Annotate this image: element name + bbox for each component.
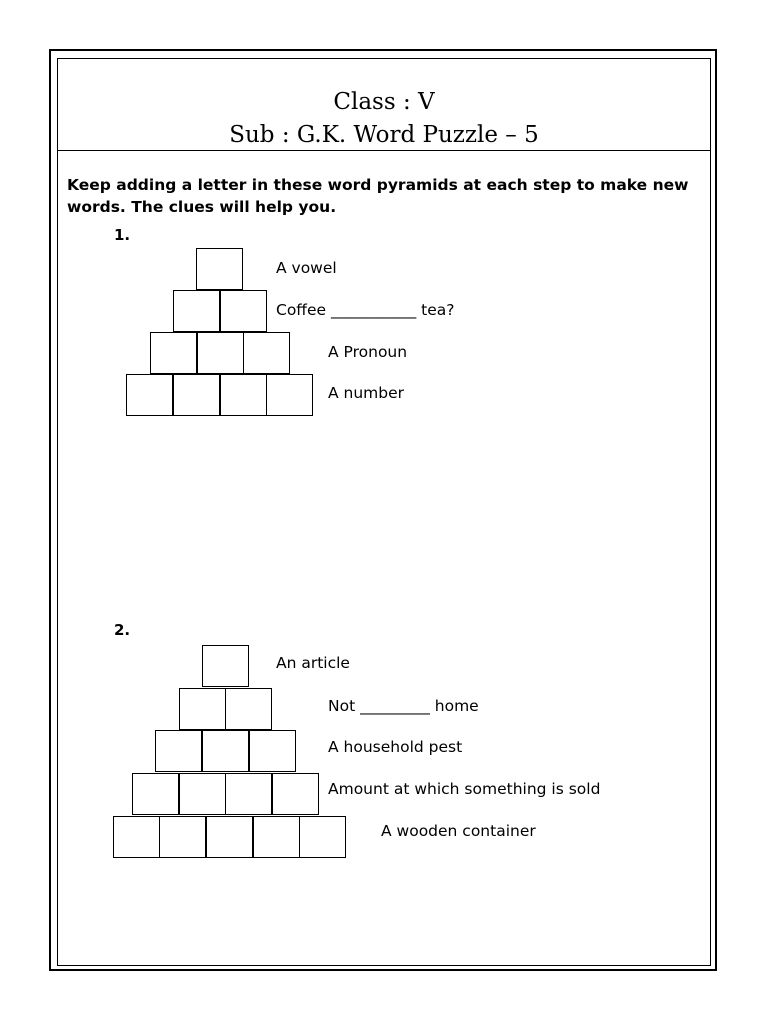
puzzle-2-clue-2: Not _________ home [328,697,479,715]
pyramid-box[interactable] [206,816,253,858]
pyramid-box[interactable] [249,730,296,772]
pyramid-box[interactable] [225,773,272,815]
pyramid-box[interactable] [126,374,173,416]
pyramid-box[interactable] [220,290,267,332]
pyramid-box[interactable] [159,816,206,858]
puzzle-2-clue-5: A wooden container [381,822,536,840]
header-divider [57,150,711,151]
instructions-text: Keep adding a letter in these word pyramids at each step to make new words. The clues will help you. [67,176,689,216]
pyramid-box[interactable] [173,374,220,416]
pyramid-box[interactable] [272,773,319,815]
pyramid-box[interactable] [220,374,267,416]
pyramid-box[interactable] [225,688,272,730]
pyramid-box[interactable] [299,816,346,858]
puzzle-1-number: 1. [114,226,131,244]
subject-title: Sub : G.K. Word Puzzle – 5 [229,122,539,148]
puzzle-1-clue-1: A vowel [276,259,337,277]
puzzle-1-clue-2: Coffee ___________ tea? [276,301,455,319]
pyramid-box[interactable] [132,773,179,815]
pyramid-box[interactable] [196,248,243,290]
puzzle-2-clue-3: A household pest [328,738,463,756]
puzzle-2-clue-4: Amount at which something is sold [328,780,601,798]
puzzle-1-clue-4: A number [328,384,405,402]
puzzle-2-clue-1: An article [276,654,350,672]
pyramid-box[interactable] [113,816,160,858]
pyramid-box[interactable] [155,730,202,772]
pyramid-box[interactable] [202,730,249,772]
pyramid-box[interactable] [179,688,226,730]
pyramid-box[interactable] [202,645,249,687]
pyramid-box[interactable] [253,816,300,858]
class-title: Class : V [333,89,435,115]
puzzle-2-number: 2. [114,621,131,639]
pyramid-box[interactable] [179,773,226,815]
pyramid-box[interactable] [150,332,197,374]
pyramid-box[interactable] [243,332,290,374]
pyramid-box[interactable] [173,290,220,332]
puzzle-1-clue-3: A Pronoun [328,343,408,361]
pyramid-box[interactable] [197,332,244,374]
pyramid-box[interactable] [266,374,313,416]
